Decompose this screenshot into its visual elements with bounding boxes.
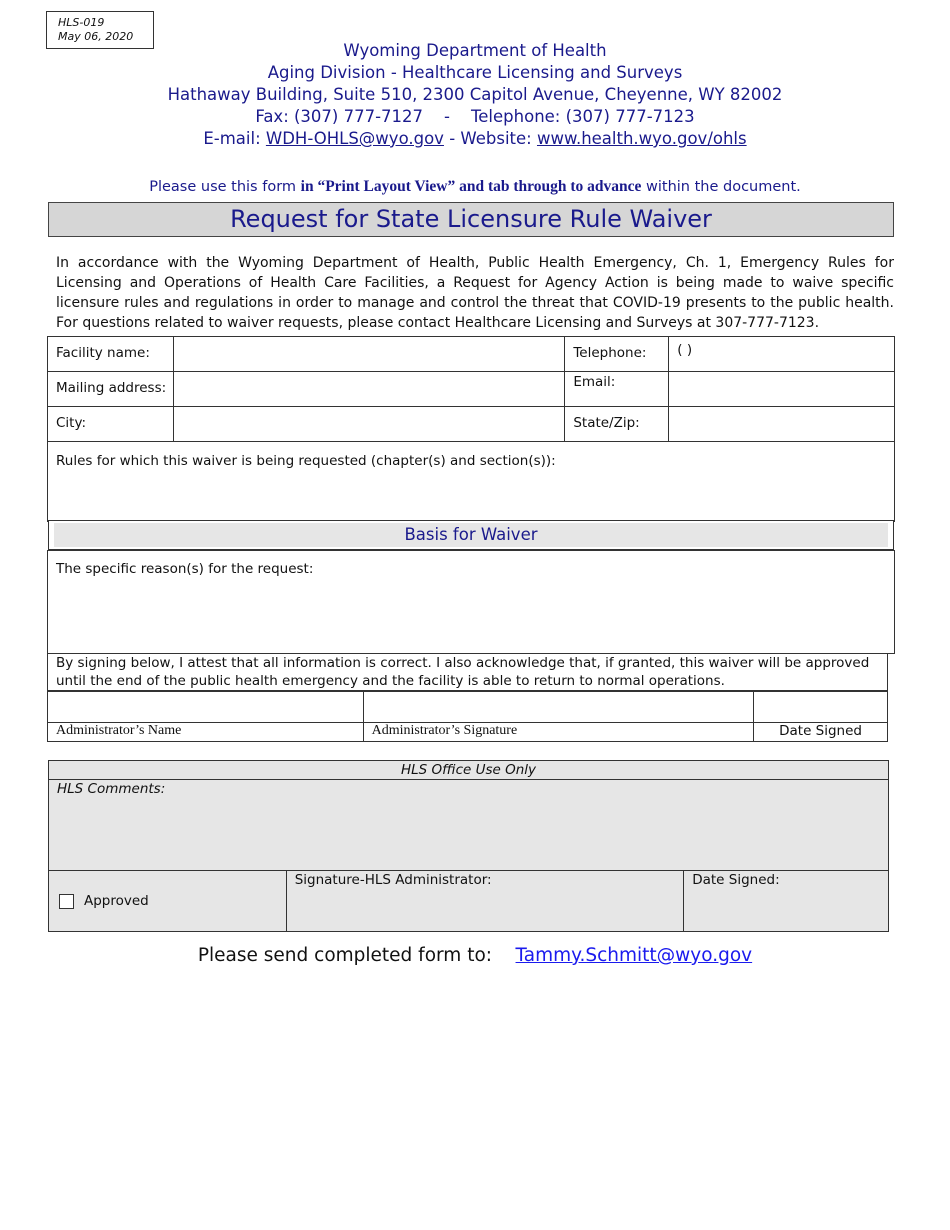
admin-signature-label: Administrator’s Signature [363,723,754,742]
telephone-label-cell [565,337,669,372]
separator: - [444,107,451,126]
hls-comments-label: HLS Comments: [57,781,166,797]
basis-section-header [48,520,894,550]
email-label: Email: [573,374,616,390]
contact-line [0,106,950,128]
state-zip-label: State/Zip: [573,415,640,431]
agency-email-link[interactable]: WDH-OHLS@wyo.gov [265,129,444,148]
agency-website-link[interactable]: www.health.wyo.gov/ohls [536,129,747,148]
attestation-text: By signing below, I attest that all information is correct. I also acknowledge that, if granted, this waiver will be approved until the end of the public health emergency and the facility is able to return to normal operations. [56,655,870,689]
footer [0,945,950,966]
email-label-cell [565,372,669,407]
fax-number: Fax: (307) 777-7127 [255,107,424,126]
approved-label: Approved [84,893,149,909]
hls-signature-label: Signature-HLS Administrator: [294,872,492,888]
attestation-box [47,653,888,691]
office-use-heading: HLS Office Use Only [48,760,889,780]
approval-table [48,870,889,932]
telephone-label: Telephone: [573,345,647,361]
instructions-bold: in “Print Layout View” and tab through to advance [300,178,642,195]
telephone-number: Telephone: (307) 777-7123 [471,107,695,126]
agency-address: Hathaway Building, Suite 510, 2300 Capitol Avenue, Cheyenne, WY 82002 [167,85,783,104]
hls-signature-input[interactable] [286,871,684,932]
rules-label: Rules for which this waiver is being requested (chapter(s) and section(s)): [56,453,556,469]
reason-input[interactable] [47,550,895,654]
facility-name-label: Facility name: [56,345,150,361]
admin-name-label: Administrator’s Name [48,723,364,742]
approved-option[interactable] [49,893,286,909]
date-signed-input[interactable] [754,692,888,723]
facility-info-table [47,336,895,522]
state-zip-input[interactable] [669,407,895,442]
facility-name-label-cell [48,337,174,372]
mailing-address-label: Mailing address: [56,380,167,396]
footer-text: Please send completed form to: [197,945,492,966]
signature-table [47,691,888,742]
instructions-post: within the document. [641,179,801,195]
admin-name-input[interactable] [48,692,364,723]
mailing-address-input[interactable] [173,372,564,407]
division-name: Aging Division - Healthcare Licensing and Surveys [267,63,683,82]
hls-date-label: Date Signed: [692,872,780,888]
hls-comments-input[interactable] [48,779,889,871]
form-title: Request for State Licensure Rule Waiver [48,202,894,237]
website-prefix: - Website: [443,129,537,148]
admin-signature-input[interactable] [363,692,754,723]
approved-cell [49,871,287,932]
hls-date-input[interactable] [684,871,889,932]
intro-paragraph: In accordance with the Wyoming Department of Health, Public Health Emergency, Ch. 1, Emergency Rules for Licensing and Operations of Health Care Facilities, a Request for Agency Action is being made to waive specific licensure rules and regulations in order to manage and control the threat that COVID-19 presents to the public health. For questions related to waiver requests, please contact Healthcare Licensing and Surveys at 307-777-7123. [56,255,894,331]
city-input[interactable] [173,407,564,442]
approved-checkbox[interactable] [59,894,74,909]
city-label-cell [48,407,174,442]
form-instructions [0,178,950,196]
telephone-placeholder: ( ) [677,342,693,358]
email-website-line [0,128,950,150]
facility-name-input[interactable] [173,337,564,372]
telephone-input[interactable] [669,337,895,372]
state-zip-label-cell [565,407,669,442]
email-prefix: E-mail: [203,129,266,148]
city-label: City: [56,415,87,431]
instructions-pre: Please use this form [149,179,301,195]
mailing-address-label-cell [48,372,174,407]
form-code: HLS-019 [58,16,105,29]
reason-label: The specific reason(s) for the request: [56,561,314,577]
email-input[interactable] [669,372,895,407]
form-date: May 06, 2020 [58,30,134,43]
date-signed-label: Date Signed [754,723,888,742]
basis-heading: Basis for Waiver [54,523,888,547]
submission-email-link[interactable]: Tammy.Schmitt@wyo.gov [515,945,753,966]
agency-name: Wyoming Department of Health [343,41,607,60]
rules-input[interactable] [48,442,895,522]
